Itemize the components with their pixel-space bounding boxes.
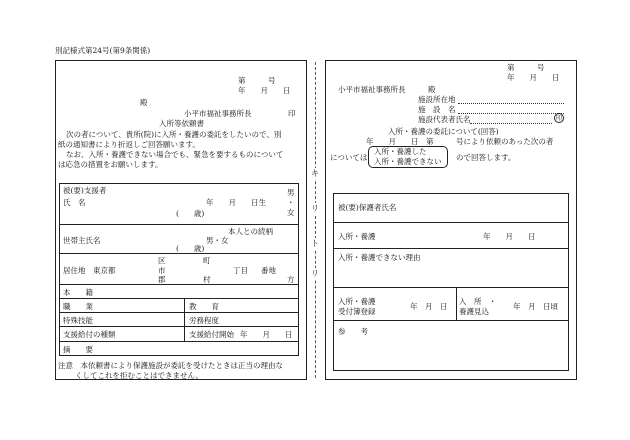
registration-label-2: 受付簿登録 — [338, 307, 376, 316]
reference-suffix: ので回答します。 — [456, 153, 516, 162]
address-banchi: 番地 — [261, 266, 276, 275]
address-town: 町 — [203, 256, 211, 265]
facility-address-line — [458, 103, 564, 104]
registration-date: 年 月 日 — [410, 302, 448, 311]
admission-date: 年 月 日 — [483, 232, 536, 241]
left-body-line4: は応急の措置をお願いします。 — [58, 160, 163, 169]
option-admitted: 入所・養護した — [374, 147, 427, 156]
left-body-line2: 紙の通知書により折返しご回答願います。 — [58, 140, 200, 149]
reference-line: 年 月 日 第 号により依頼のあった次の者 — [366, 137, 554, 146]
left-addressee: 殿 — [140, 98, 148, 107]
cut-char-2: リ — [311, 204, 319, 213]
option-rejected: 入所・養護できない — [374, 157, 442, 166]
left-body-line1: 次の者について、貴所(院)に入所・養護の委託をしたいので、別 — [66, 130, 282, 139]
right-form-table — [333, 193, 569, 371]
left-seal: 印 — [288, 109, 296, 118]
benefit-start-date: 年 月 日 — [240, 330, 293, 339]
left-body-line3: なお、入所・養護できない場合でも、緊急を要するものについて — [66, 150, 284, 159]
cut-char-3: ト — [311, 239, 319, 248]
insured-name-label: 被(要)保護者氏名 — [338, 203, 397, 212]
age-field: ( 歳) — [176, 209, 205, 218]
admission-label: 入所・養護 — [338, 232, 376, 241]
expected-label-1: 入 所 ・ — [459, 297, 497, 306]
household-head-age: ( 歳) — [176, 244, 205, 253]
education-label: 教 育 — [189, 302, 219, 311]
representative-label: 施設代表者氏名 — [418, 115, 471, 124]
address-village: 村 — [203, 275, 211, 284]
address-chome: 丁目 — [233, 266, 248, 275]
birth-date: 年 月 日生 — [206, 198, 266, 207]
right-addressee: 小平市福祉事務所長 殿 — [338, 85, 436, 94]
right-title: 入所・養護の委託について(回答) — [388, 127, 499, 136]
household-head-sex: 男・女 — [206, 236, 229, 245]
sex-separator: ・ — [287, 198, 295, 207]
left-doc-number: 第 号 — [238, 76, 276, 85]
reference-prefix: については — [330, 153, 368, 162]
sex-male: 男 — [287, 188, 295, 197]
facility-name-line — [458, 113, 564, 114]
right-date: 年 月 日 — [507, 73, 560, 82]
cut-char-4: リ — [311, 269, 319, 278]
address-county: 郡 — [158, 275, 166, 284]
cut-line — [315, 62, 316, 378]
right-doc-number: 第 号 — [507, 63, 545, 72]
remarks-label: 参 考 — [338, 327, 368, 336]
honseki-label: 本 籍 — [63, 288, 93, 297]
address-ward: 区 — [158, 256, 166, 265]
benefit-start-label: 支援給付開始 — [189, 330, 234, 339]
address-label: 居住地 東京都 — [63, 266, 116, 275]
summary-label: 摘 要 — [63, 345, 93, 354]
skills-label: 特殊技能 — [63, 316, 93, 325]
household-head-label: 世帯主氏名 — [63, 236, 101, 245]
rejection-reason-label: 入所・養護できない理由 — [338, 253, 421, 262]
cut-char-1: キ — [311, 169, 319, 178]
representative-line — [470, 123, 552, 124]
occupation-label: 職 業 — [63, 302, 93, 311]
relation-label: 本人との続柄 — [228, 227, 273, 236]
sex-female: 女 — [287, 208, 295, 217]
facility-address-label: 施設所在地 — [418, 95, 456, 104]
expected-date: 年 月 日頃 — [513, 302, 558, 311]
insured-label: 被(要)支援者 — [63, 186, 107, 195]
name-label: 氏 名 — [63, 198, 86, 207]
left-title: 入所等依頼書 — [159, 119, 204, 128]
note-line1: 注意 本依頼書により保護施設が委託を受けたときは正当の理由な — [58, 361, 283, 370]
form-number-label: 別記様式第24号(第9条関係) — [55, 46, 151, 55]
facility-name-label: 施 設 名 — [418, 105, 456, 114]
left-date: 年 月 日 — [238, 86, 291, 95]
left-sender: 小平市福祉事務所長 — [184, 109, 252, 118]
registration-label-1: 入所・養護 — [338, 297, 376, 306]
note-line2: くしてこれを拒むことはできません。 — [75, 371, 203, 380]
expected-label-2: 養護見込 — [459, 307, 489, 316]
address-city: 市 — [158, 266, 166, 275]
benefit-type-label: 支援給付の種類 — [63, 330, 116, 339]
labor-label: 労務程度 — [189, 316, 219, 325]
seal-mark: 印 — [555, 115, 562, 122]
address-district: 方 — [287, 275, 295, 284]
